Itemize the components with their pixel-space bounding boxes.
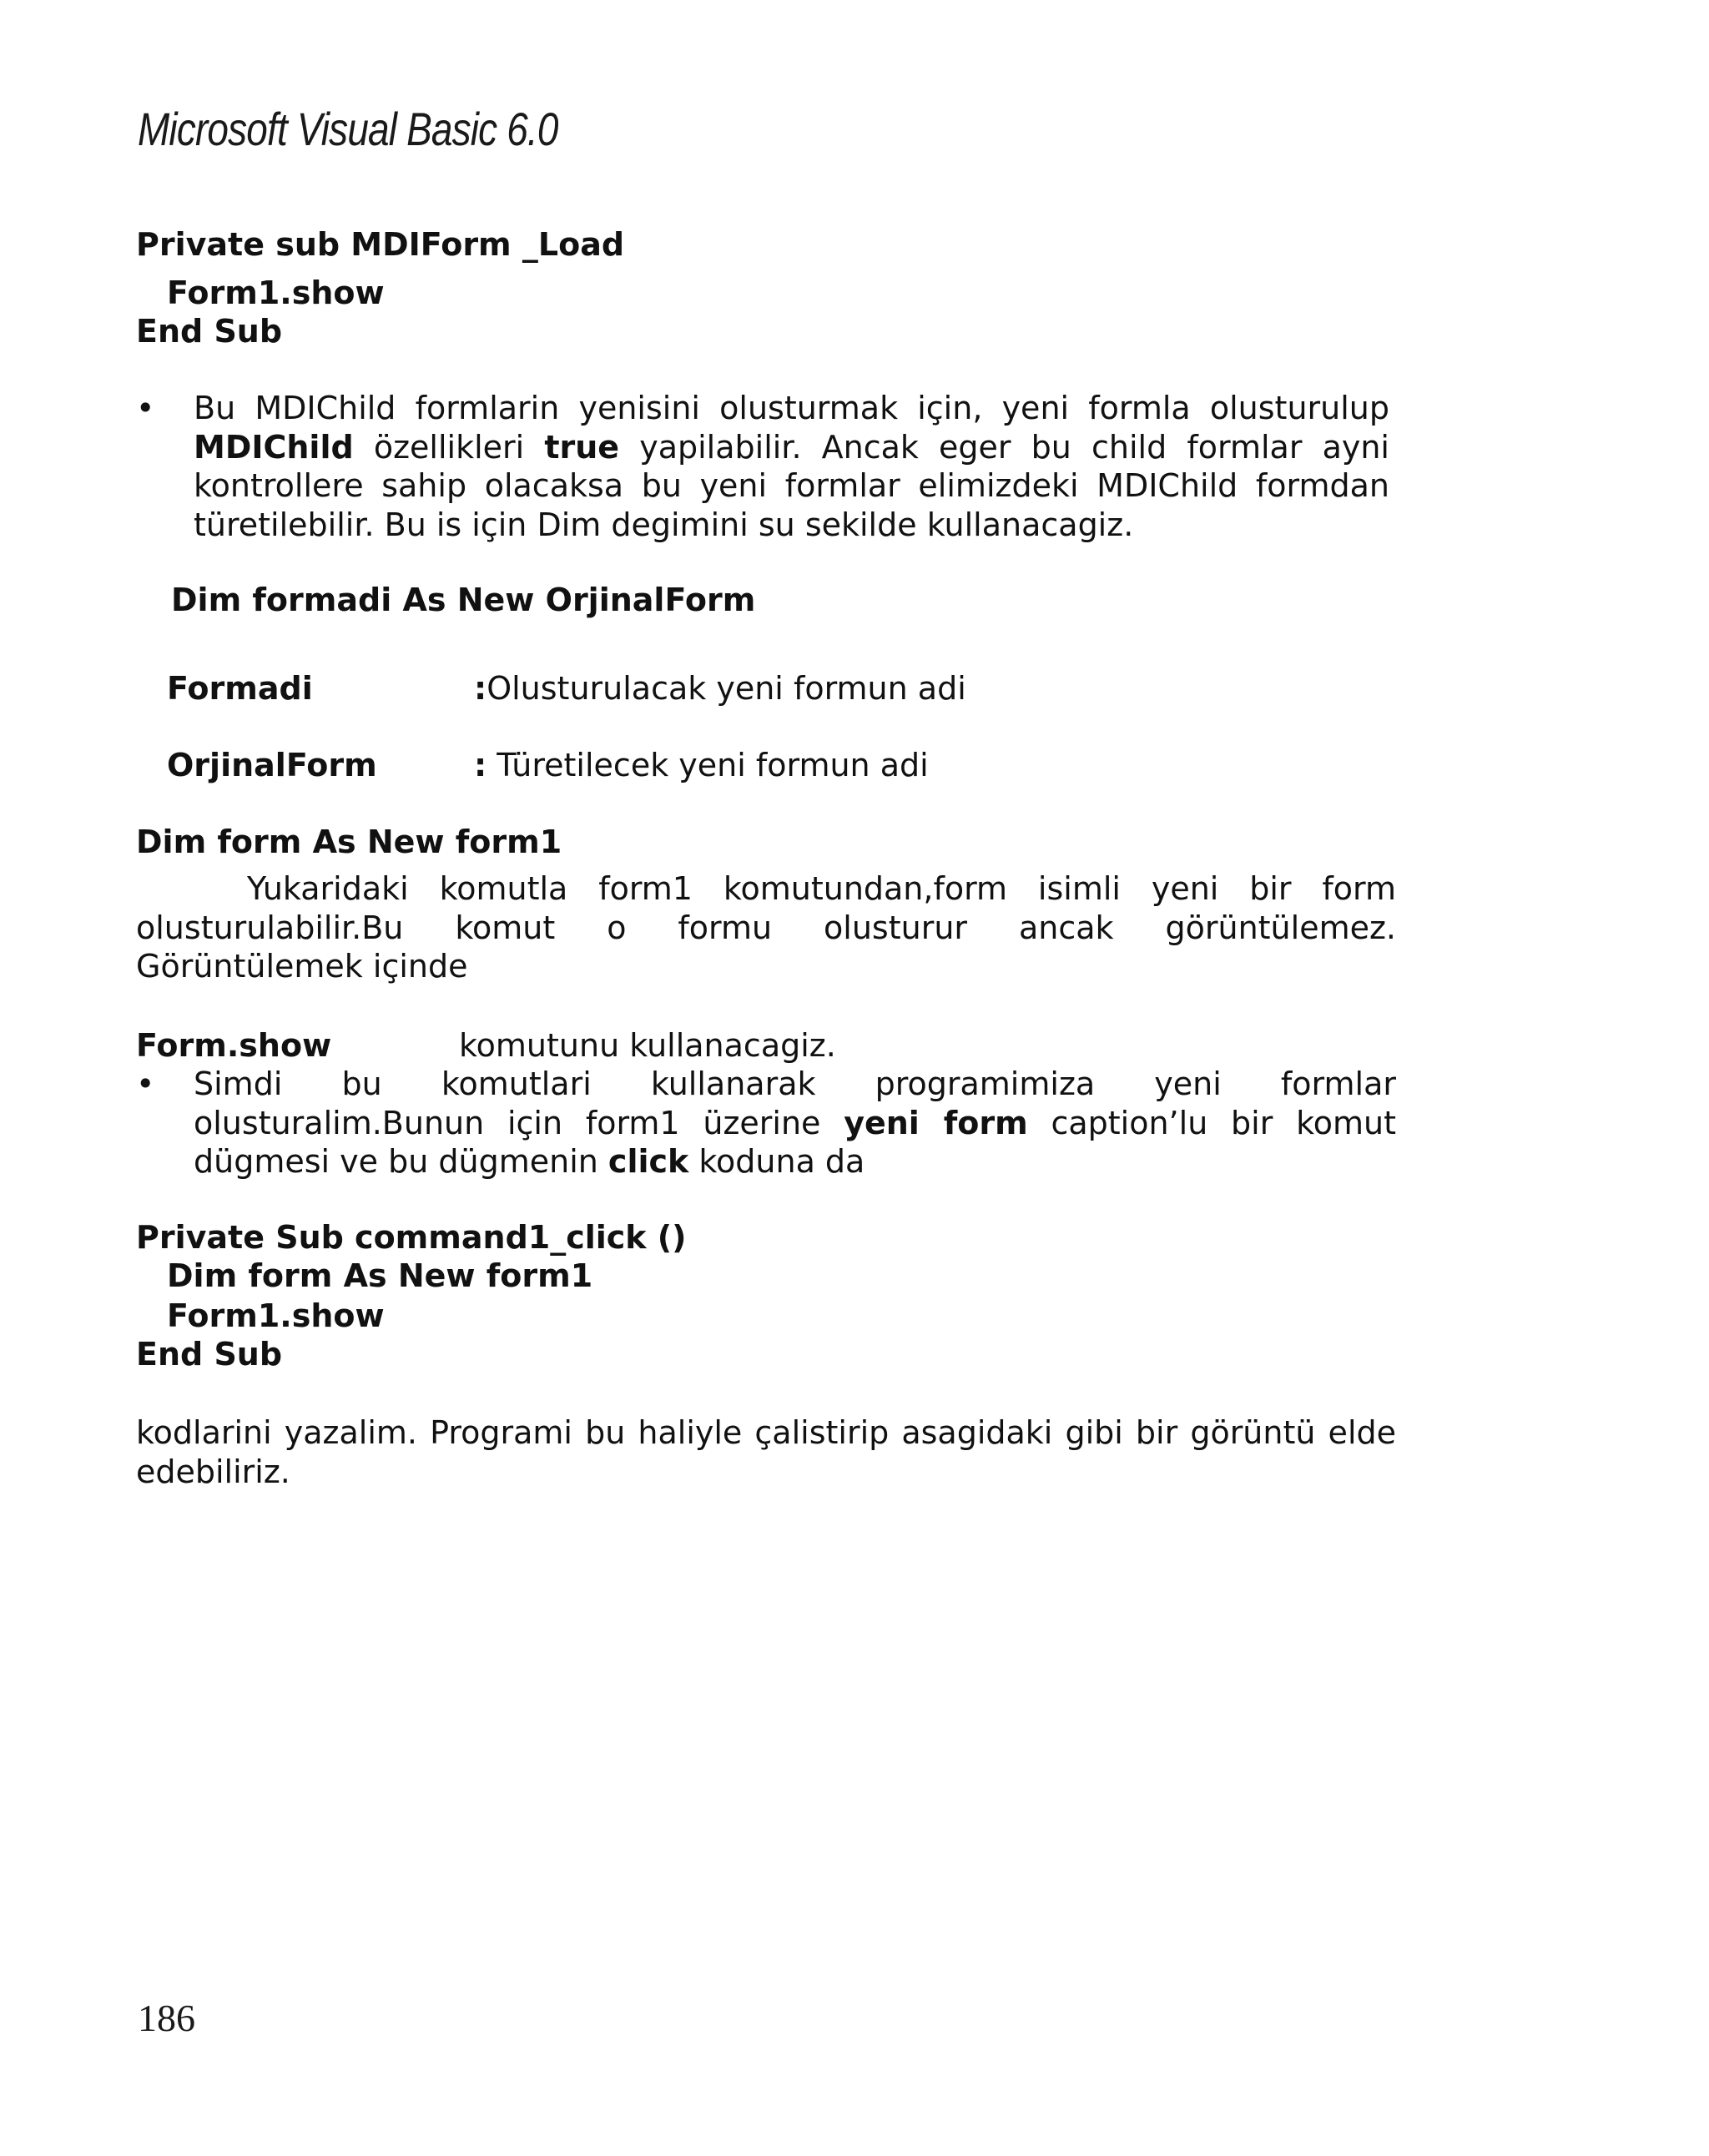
paragraph-line: edebiliriz. <box>136 1453 290 1490</box>
code-line: Form1.show <box>167 1297 385 1334</box>
bullet-marker: • <box>136 1065 155 1102</box>
code-line: Dim form As New form1 <box>136 824 562 860</box>
bullet-paragraph <box>194 389 1389 544</box>
paragraph-line: türetilebilir. Bu is için Dim degimini su sekilde kullanacagiz. <box>194 506 1134 543</box>
code-line: Form1.show <box>167 275 385 311</box>
text-run: özellikleri <box>353 428 545 466</box>
bold-term: click <box>607 1143 689 1180</box>
text-run: koduna da <box>688 1143 865 1180</box>
bold-term: true <box>544 428 620 466</box>
code-line: Dim formadi As New OrjinalForm <box>171 582 756 618</box>
bold-term: yeni form <box>844 1104 1028 1141</box>
paragraph-line: Yukaridaki komutla form1 komutundan,form isimli yeni bir form <box>247 870 1396 907</box>
body-paragraph <box>136 869 1396 986</box>
paragraph-line <box>194 1142 1396 1181</box>
code-line: Private sub MDIForm _Load <box>136 226 625 263</box>
text-run: olusturalim.Bunun için form1 üzerine <box>194 1104 844 1141</box>
code-line: Private Sub command1_click () <box>136 1219 687 1256</box>
running-header-title: Microsoft Visual Basic 6.0 <box>138 103 558 155</box>
text-run: yapilabilir. Ancak eger bu child formlar ayni <box>619 428 1389 466</box>
body-paragraph <box>136 1413 1396 1491</box>
bullet-marker: • <box>136 390 155 426</box>
definition-term: OrjinalForm <box>167 747 377 783</box>
text-run: caption’lu bir komut <box>1027 1104 1397 1141</box>
paragraph-line: kontrollere sahip olacaksa bu yeni formlar elimizdeki MDIChild formdan <box>194 467 1389 504</box>
code-line: End Sub <box>136 313 283 350</box>
bullet-paragraph <box>194 1065 1396 1181</box>
code-line: End Sub <box>136 1336 283 1373</box>
text-run: dügmesi ve bu dügmenin <box>194 1143 608 1180</box>
paragraph-line <box>194 1104 1396 1143</box>
paragraph-line: kodlarini yazalim. Programi bu haliyle çalistirip asagidaki gibi bir görüntü elde <box>136 1414 1396 1451</box>
paragraph-line: Simdi bu komutlari kullanarak programimiza yeni formlar <box>194 1065 1396 1102</box>
text-run: Türetilecek yeni formun adi <box>486 747 929 783</box>
definition-description <box>474 746 929 784</box>
colon: : <box>474 670 487 707</box>
paragraph-line: Bu MDIChild formlarin yenisini olusturmak için, yeni formla olusturulup <box>194 390 1389 426</box>
code-inline: Form.show <box>136 1027 332 1064</box>
definition-description <box>474 669 966 708</box>
bold-term: MDIChild <box>194 428 354 466</box>
colon: : <box>474 747 487 783</box>
paragraph-line: Görüntülemek içinde <box>136 948 468 985</box>
paragraph-line: olusturulabilir.Bu komut o formu olusturur ancak görüntülemez. <box>136 909 1396 946</box>
definition-term: Formadi <box>167 670 313 707</box>
text-run: komutunu kullanacagiz. <box>459 1027 836 1064</box>
page-number: 186 <box>138 1997 195 2039</box>
text-run: Olusturulacak yeni formun adi <box>486 670 966 707</box>
paragraph-line <box>194 428 1389 467</box>
code-line: Dim form As New form1 <box>167 1257 593 1294</box>
